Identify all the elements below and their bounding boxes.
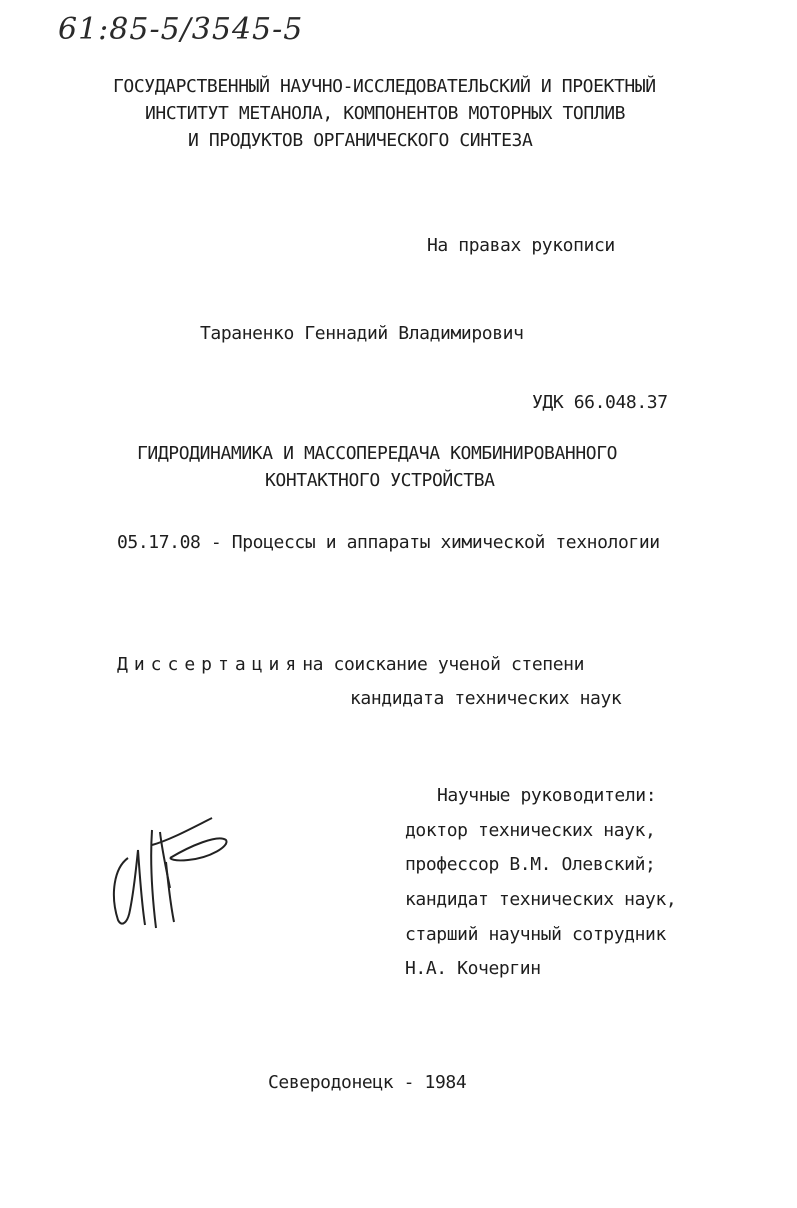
handwritten-signature bbox=[100, 810, 235, 935]
supervisors-heading: Научные руководители: bbox=[437, 785, 657, 806]
supervisor-line: профессор В.М. Олевский; bbox=[405, 854, 656, 875]
manuscript-note: На правах рукописи bbox=[427, 235, 615, 256]
author-name: Тараненко Геннадий Владимирович bbox=[200, 323, 524, 344]
dissertation-line-1 bbox=[117, 654, 584, 676]
dissertation-line-2: кандидата технических наук bbox=[350, 688, 622, 709]
supervisor-line: доктор технических наук, bbox=[405, 820, 656, 841]
dissertation-purpose: на соискание ученой степени bbox=[302, 654, 585, 675]
title-line-2: КОНТАКТНОГО УСТРОЙСТВА bbox=[265, 470, 495, 491]
title-line-1: ГИДРОДИНАМИКА И МАССОПЕРЕДАЧА КОМБИНИРОВАННОГО bbox=[137, 443, 618, 464]
institute-line-2: ИНСТИТУТ МЕТАНОЛА, КОМПОНЕНТОВ МОТОРНЫХ ТОПЛИВ bbox=[145, 103, 626, 124]
place-year: Северодонецк - 1984 bbox=[268, 1072, 467, 1093]
institute-line-1: ГОСУДАРСТВЕННЫЙ НАУЧНО-ИССЛЕДОВАТЕЛЬСКИЙ И ПРОЕКТНЫЙ bbox=[113, 76, 656, 97]
supervisor-line: старший научный сотрудник bbox=[405, 924, 666, 945]
udc-code: УДК 66.048.37 bbox=[532, 392, 668, 413]
supervisor-line: Н.А. Кочергин bbox=[405, 958, 541, 979]
specialty-line: 05.17.08 - Процессы и аппараты химической технологии bbox=[117, 532, 660, 553]
archive-number: 61:85-5/3545-5 bbox=[58, 12, 304, 47]
supervisor-line: кандидат технических наук, bbox=[405, 889, 677, 910]
institute-line-3: И ПРОДУКТОВ ОРГАНИЧЕСКОГО СИНТЕЗА bbox=[188, 130, 533, 151]
dissertation-word: Диссертация bbox=[117, 654, 303, 675]
